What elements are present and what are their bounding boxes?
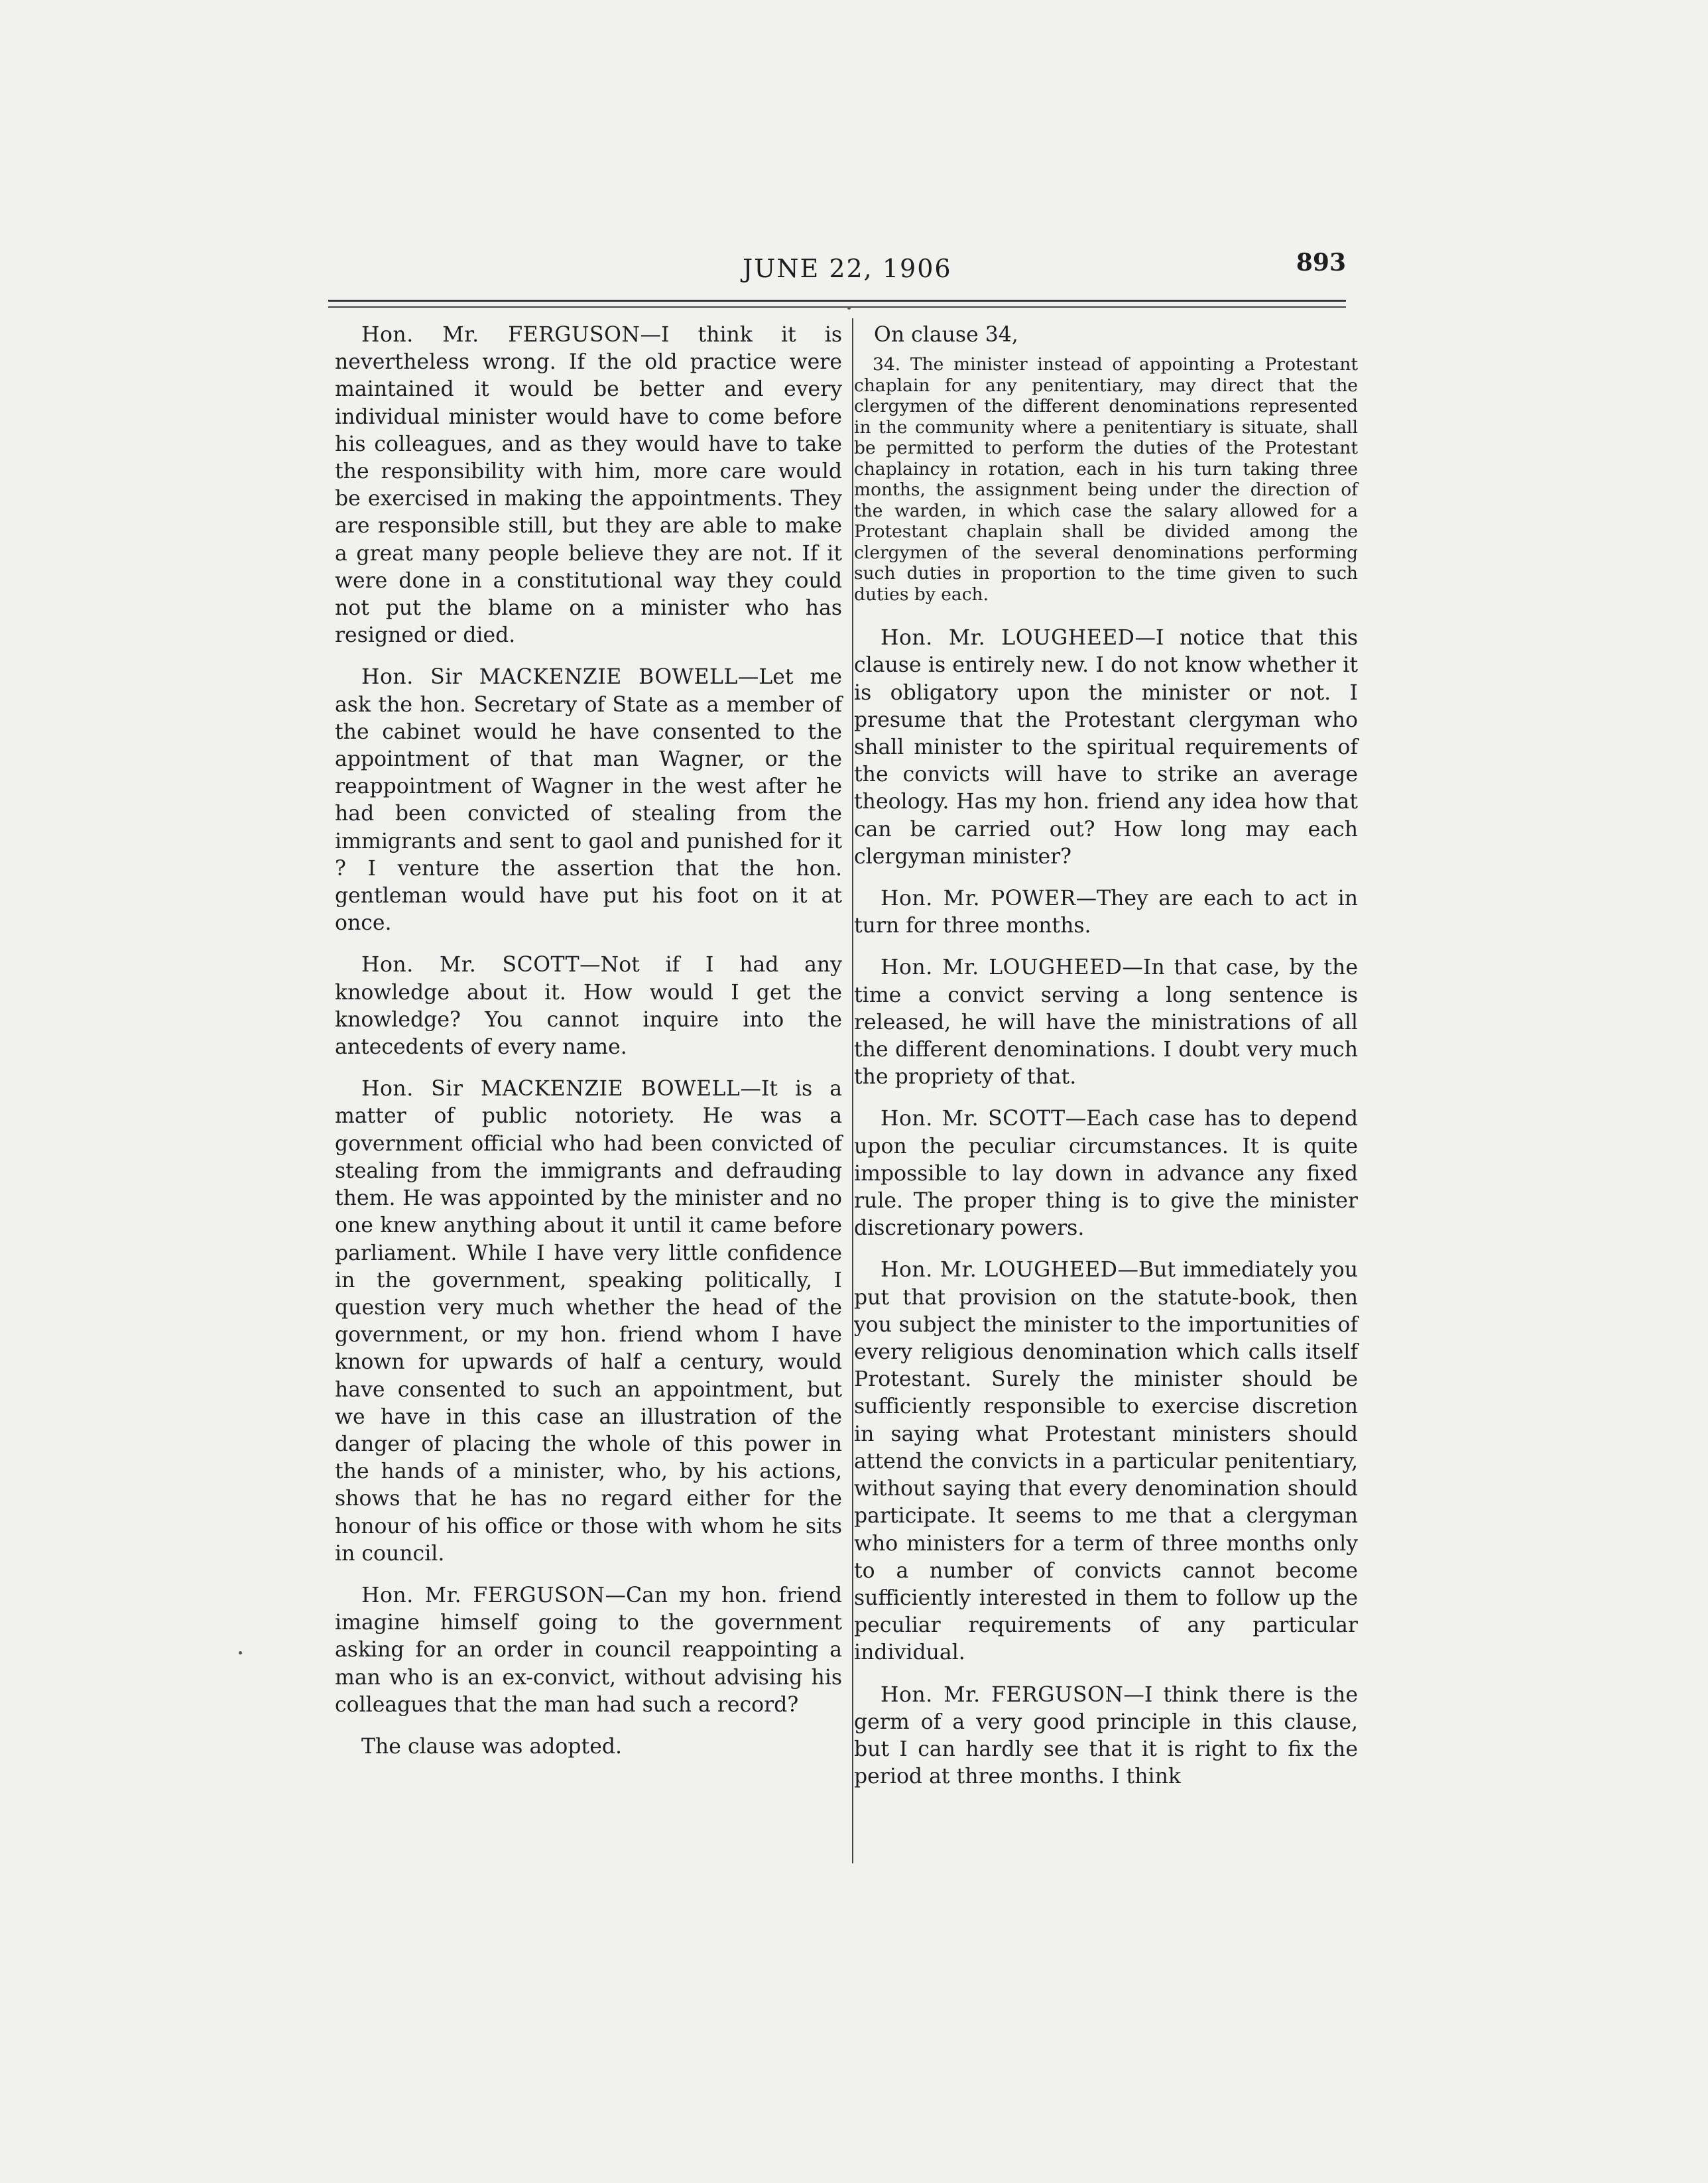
speaker-name: Hon. Mr. FERGUSON <box>881 1682 1124 1707</box>
scan-speck <box>847 306 851 310</box>
speaker-name: Hon. Mr. FERGUSON <box>361 1583 605 1607</box>
speech-text: —Each case has to depend upon the peculiar circumstances. It is quite impossible to lay down in advance any fixed rule. The proper thing is to give the minister discretionary powers. <box>854 1107 1358 1241</box>
speech-paragraph <box>854 625 1358 871</box>
speech-text: —I think it is nevertheless wrong. If the old practice were maintained it would be better and every individual minister would have to come before his colleagues, and as they would have to take the responsibility with him, more care would be exercised in making the appointments. They are responsible still, but they are able to make a great many people believe they are not. If it were done in a constitutional way they could not put the blame on a minister who has resigned or died. <box>335 323 842 648</box>
speech-text: —It is a matter of public notoriety. He was a government official who had been convicted of stealing from the immigrants and defrauding them. He was appointed by the minister and no one knew anything about it until it came before parliament. While I have very little confidence in the government, speaking politically, I question very much whether the head of the government, or my hon. friend whom I have known for upwards of half a century, would have consented to such an appointment, but we have in this case an illustration of the danger of placing the whole of this power in the hands of a minister, who, by his actions, shows that he has no regard either for the honour of his office or those with whom he sits in council. <box>335 1077 842 1566</box>
procedural-note <box>335 1733 842 1761</box>
header-rule <box>328 300 1346 302</box>
speech-paragraph <box>335 1582 842 1719</box>
speech-paragraph <box>854 1105 1358 1242</box>
speaker-name: Hon. Mr. SCOTT <box>881 1107 1066 1131</box>
speaker-name: Hon. Mr. LOUGHEED <box>881 626 1135 651</box>
speaker-name: Hon. Sir MACKENZIE BOWELL <box>361 1077 741 1101</box>
page-number: 893 <box>1296 249 1346 277</box>
speech-paragraph <box>335 664 842 937</box>
speech-text: —They are each to act in turn for three months. <box>854 887 1358 938</box>
speech-text: The clause was adopted. <box>361 1734 623 1759</box>
speech-text: —In that case, by the time a convict serving a long sentence is released, he will have the ministrations of all the different denominations. I doubt very much the propriety of that. <box>854 956 1358 1090</box>
scan-speck <box>239 1651 242 1654</box>
column-divider <box>852 318 853 1863</box>
speaker-name: Hon. Sir MACKENZIE BOWELL <box>361 665 738 690</box>
speech-paragraph <box>335 322 842 649</box>
speaker-name: Hon. Mr. LOUGHEED <box>881 1258 1118 1282</box>
speaker-name: Hon. Mr. POWER <box>881 887 1076 911</box>
running-date: JUNE 22, 1906 <box>743 254 952 283</box>
header-rule-secondary <box>328 306 1346 308</box>
speech-text: —I notice that this clause is entirely new. I do not know whether it is obligatory upon the minister or not. I presume that the Protestant clergyman who shall minister to the spiritual requirements of the convicts will have to strike an average theology. Has my hon. friend any idea how that can be carried out? How long may each clergyman minister? <box>854 626 1358 869</box>
speech-text: —I think there is the germ of a very good principle in this clause, but I can hardly see that it is right to fix the period at three months. I think <box>854 1682 1358 1789</box>
speech-paragraph <box>335 1076 842 1568</box>
speech-paragraph <box>335 952 842 1061</box>
clause-text: 34. The minister instead of appointing a Protestant chaplain for any penitentiary, may direct that the clergymen of the different denominations represented in the community where a penitentiary is situate, shall be permitted to perform the duties of the Protestant chaplaincy in rotation, each in his turn taking three months, the assignment being under the direction of the warden, in which case the salary allowed for a Protestant chaplain shall be divided among the clergymen of the several denominations performing such duties in proportion to the time given to such duties by each. <box>854 354 1358 605</box>
speech-paragraph <box>854 1682 1358 1791</box>
speech-text: —Can my hon. friend imagine himself going to the government asking for an order in council reappointing a man who is an ex-convict, without advising his colleagues that the man had such a record? <box>335 1583 842 1717</box>
speech-paragraph <box>854 954 1358 1091</box>
speech-text: —But immediately you put that provision on the statute-book, then you subject the minister to the importunities of every religious denomination which calls itself Protestant. Surely the minister should be sufficiently responsible to exercise discretion in saying what Protestant ministers should attend the convicts in a particular penitentiary, without saying that every denomination should participate. It seems to me that a clergyman who ministers for a term of three months only to a number of convicts cannot become sufficiently interested in them to follow up the peculiar requirements of any particular individual. <box>854 1258 1359 1665</box>
left-column <box>335 322 842 1775</box>
speech-text: —Not if I had any knowledge about it. How would I get the knowledge? You cannot inquire into the antecedents of every name. <box>335 953 842 1060</box>
speech-text: —Let me ask the hon. Secretary of State as a member of the cabinet would he have consented to the appointment of that man Wagner, or the reappointment of Wagner in the west after he had been convicted of stealing from the immigrants and sent to gaol and punished for it ? I venture the assertion that the hon. gentleman would have put his foot on it at once. <box>335 665 842 936</box>
right-column <box>854 322 1358 1805</box>
speaker-name: Hon. Mr. SCOTT <box>361 953 580 977</box>
speech-paragraph <box>854 1257 1358 1666</box>
speech-paragraph <box>854 885 1358 940</box>
speaker-name: Hon. Mr. LOUGHEED <box>881 956 1123 980</box>
clause-heading: On clause 34, <box>874 323 1018 347</box>
page-header <box>328 249 1346 288</box>
speaker-name: Hon. Mr. FERGUSON <box>361 323 640 347</box>
